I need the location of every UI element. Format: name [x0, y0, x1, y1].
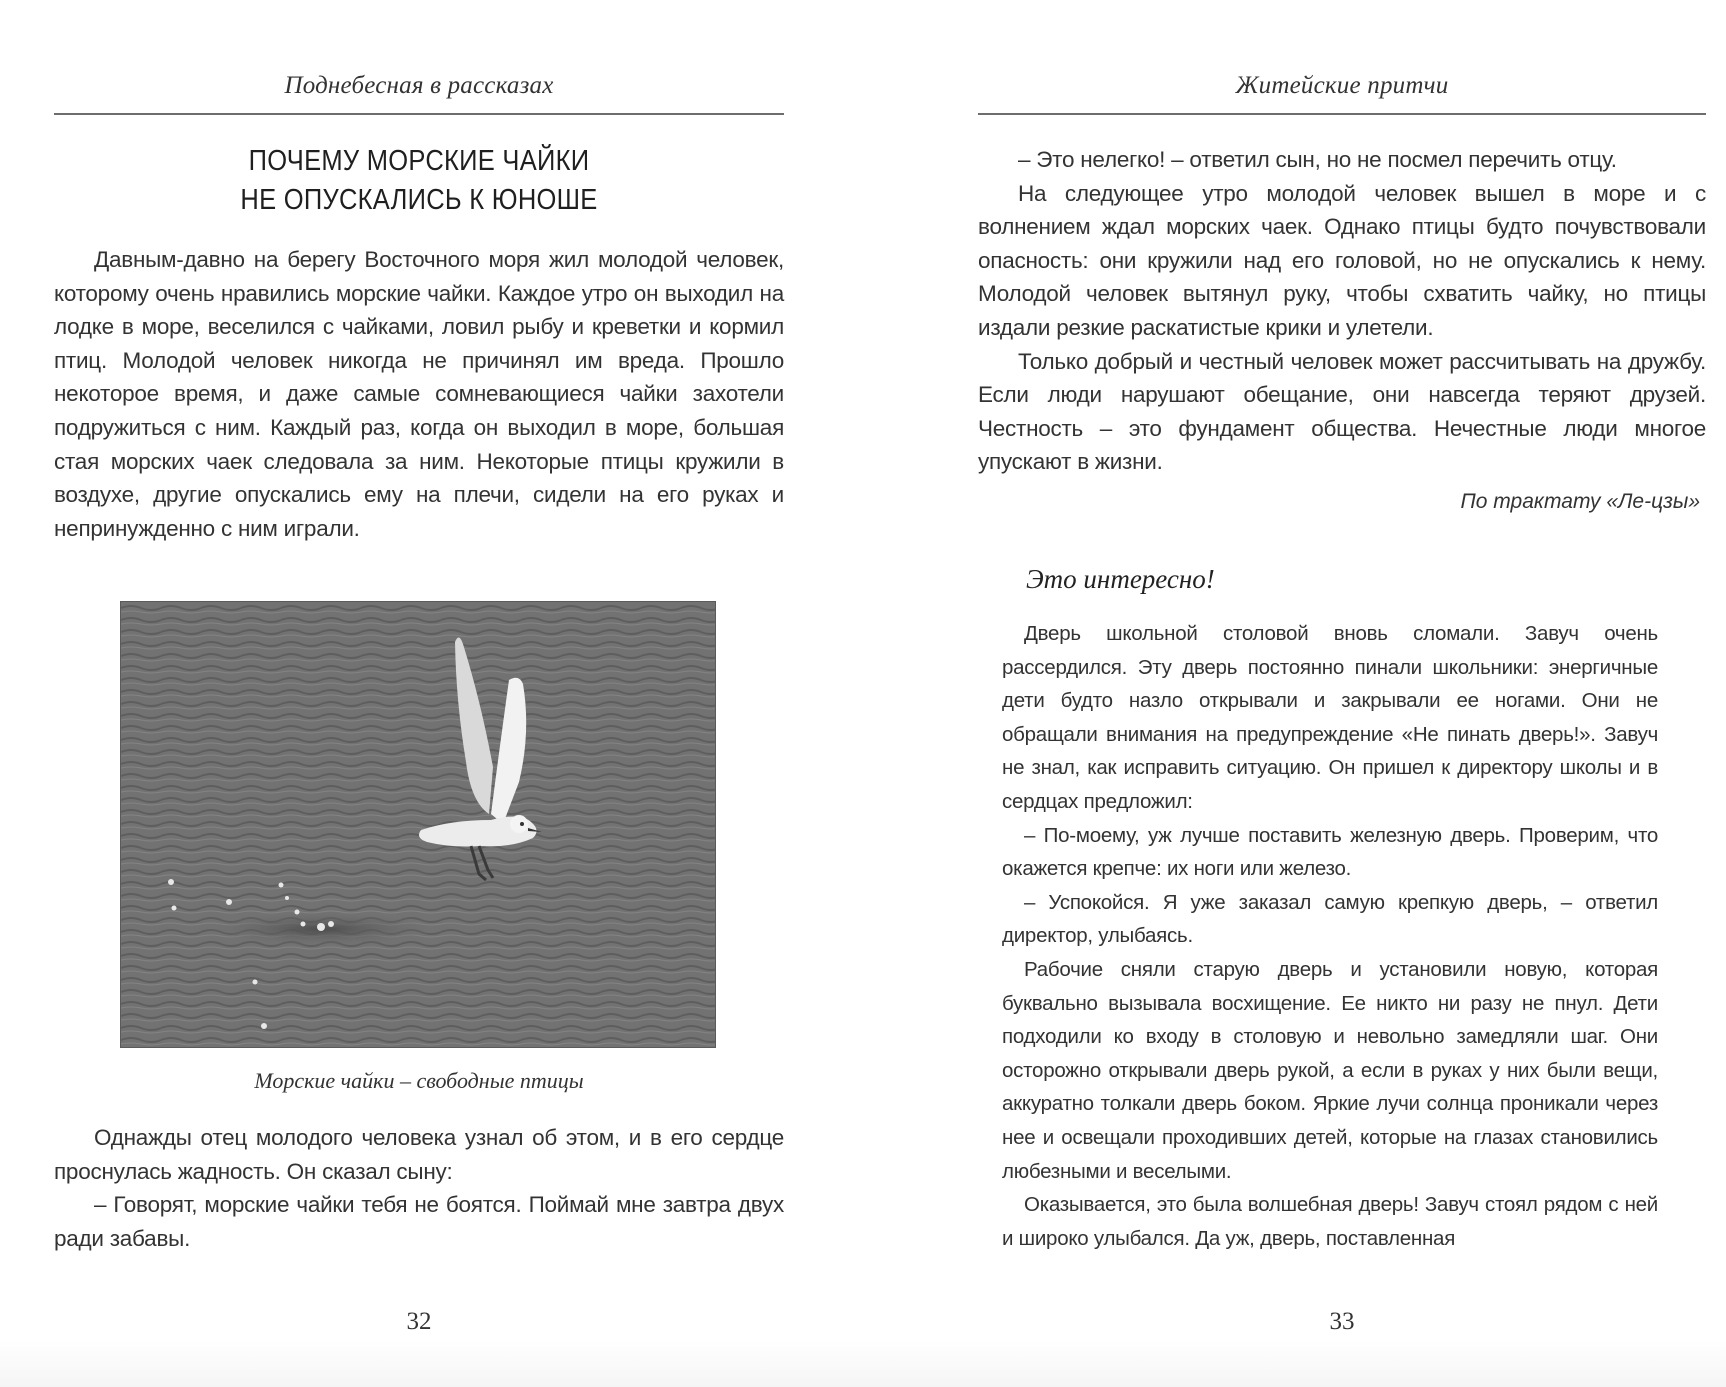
- left-page: [54, 0, 784, 1387]
- paragraph: – Это нелегко! – ответил сын, но не посмел перечить отцу.: [1018, 147, 1617, 172]
- sidebar-title: Это интересно!: [1026, 564, 1215, 594]
- paragraph: Однажды отец молодого человека узнал об этом, и в его сердце проснулась жадность. Он сказал сыну:: [54, 1125, 784, 1184]
- page-number-left: 32: [406, 1308, 432, 1335]
- seagull-photo: [120, 601, 716, 1048]
- paragraph: – Говорят, морские чайки тебя не боятся. Поймай мне завтра двух ради забавы.: [54, 1192, 784, 1251]
- page-number-right: 33: [1329, 1308, 1355, 1335]
- source-attribution: По трактату «Ле-цзы»: [1460, 490, 1700, 513]
- paragraph: – По-моему, уж лучше поставить железную дверь. Проверим, что окажется крепче: их ноги или железо.: [1002, 823, 1658, 881]
- story-text-intro: [54, 243, 784, 545]
- paragraph: Рабочие сняли старую дверь и установили новую, которая буквально вызывала восхищение. Ее никто ни разу не пнул. Дети подходили ко входу в столовую и невольно замедляли шаг. Они осторожно открывали дверь рукой, а если в руках у них были вещи, аккуратно толкали дверь боком. Яркие лучи солнца проникали через нее и освещали проходивших детей, которые на глазах становились любезными и веселыми.: [1002, 957, 1658, 1183]
- sidebar-text: [1002, 617, 1658, 1255]
- header-rule: [978, 113, 1706, 115]
- paragraph: – Успокойся. Я уже заказал самую крепкую дверь, – ответил директор, улыбаясь.: [1002, 890, 1658, 948]
- story-text-ending: [978, 143, 1706, 479]
- paragraph: Оказывается, это была волшебная дверь! Завуч стоял рядом с ней и широко улыбался. Да уж, дверь, поставленная: [1002, 1193, 1658, 1250]
- paragraph: Дверь школьной столовой вновь сломали. Завуч очень рассердился. Эту дверь постоянно пинали школьники: энергичные дети будто назло открывали и закрывали ее ногами. Они не обращали внимания на предупреждение «Не пинать дверь!». Завуч не знал, как исправить ситуацию. Он пришел к директору школы и в сердцах предложил:: [1002, 622, 1658, 813]
- photo-caption: Морские чайки – свободные птицы: [254, 1068, 584, 1093]
- running-head-right: Житейские притчи: [1235, 72, 1449, 99]
- story-title: [98, 142, 740, 220]
- paragraph: Давным-давно на берегу Восточного моря жил молодой человек, которому очень нравились морские чайки. Каждое утро он выходил на лодке в море, веселился с чайками, ловил рыбу и креветки и кормил птиц. Молодой человек никогда не причинял им вреда. Прошло некоторое время, и даже самые сомневающиеся чайки захотели подружиться с ним. Каждый раз, когда он выходил в море, большая стая морских чаек следовала за ним. Некоторые птицы кружили в воздухе, другие опускались ему на плечи, сидели на его руках и непринужденно с ним играли.: [54, 247, 784, 541]
- seagull-image-icon: [121, 602, 716, 1048]
- story-text-continued: [54, 1121, 784, 1255]
- story-title-line-1: ПОЧЕМУ МОРСКИЕ ЧАЙКИ: [248, 145, 590, 177]
- paragraph: На следующее утро молодой человек вышел в море и с волнением ждал морских чаек. Однако птицы будто почувствовали опасность: они кружили над его головой, но не опускались к нему. Молодой человек вытянул руку, чтобы схватить чайку, но птицы издали резкие раскатистые крики и улетели.: [978, 180, 1706, 340]
- header-rule: [54, 113, 784, 115]
- paragraph: Только добрый и честный человек может рассчитывать на дружбу. Если люди нарушают обещание, они навсегда теряют друзей. Честность – это фундамент общества. Нечестные люди многое упускают в жизни.: [978, 348, 1706, 475]
- story-title-line-2: НЕ ОПУСКАЛИСЬ К ЮНОШЕ: [240, 184, 598, 216]
- running-head-left: Поднебесная в рассказах: [284, 72, 554, 99]
- right-page: [978, 0, 1706, 1387]
